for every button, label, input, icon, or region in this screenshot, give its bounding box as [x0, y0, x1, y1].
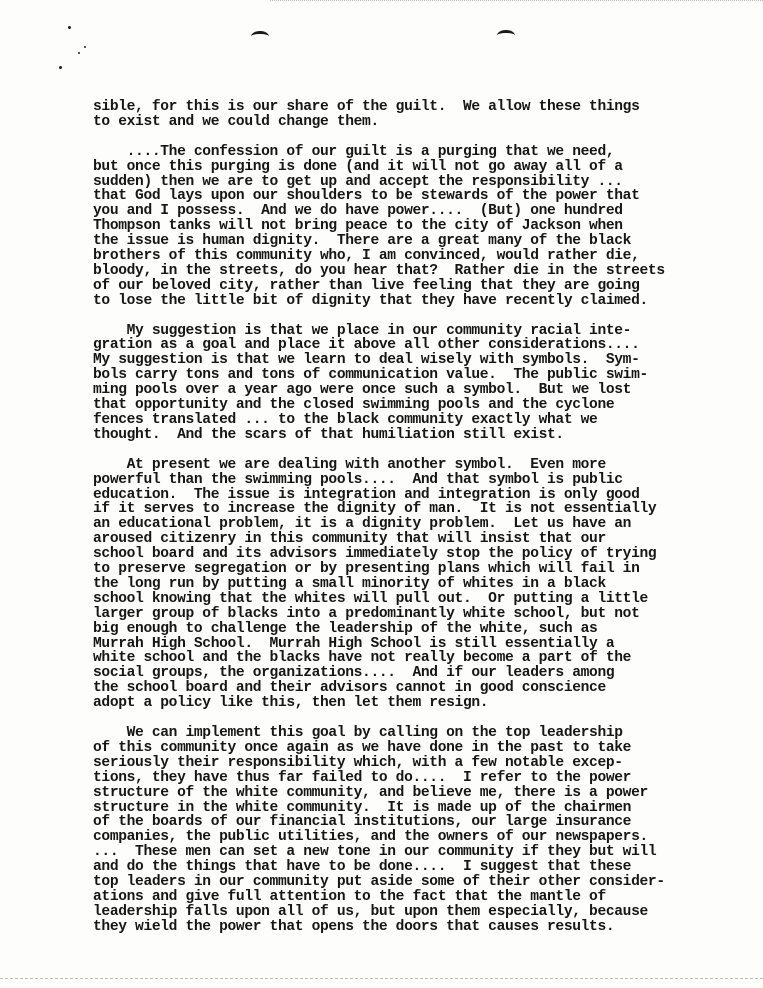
- paragraph: [93, 100, 733, 130]
- document-body-text: [93, 100, 733, 950]
- scan-speck: [84, 46, 86, 48]
- text-line: school knowing that the whites will pull out. Or putting a little: [93, 590, 648, 607]
- paragraph: [93, 324, 733, 443]
- text-line: tions, they have thus far failed to do.... I refer to the power: [93, 769, 632, 786]
- text-line: bols carry tons and tons of communication value. The public swim-: [93, 367, 648, 384]
- text-line: brothers of this community who, I am convinced, would rather die,: [93, 248, 640, 265]
- text-line: the issue is human dignity. There are a great many of the black: [93, 233, 632, 250]
- text-line: seriously their responsibility which, with a few notable excep-: [93, 754, 623, 771]
- text-line: structure in the white community. It is made up of the chairmen: [93, 799, 632, 816]
- text-line: top leaders in our community put aside some of their other consider-: [93, 874, 665, 891]
- text-line: Murrah High School. Murrah High School is still essentially a: [93, 635, 615, 652]
- scan-speck: [59, 66, 62, 69]
- text-line: thought. And the scars of that humiliation still exist.: [93, 426, 564, 443]
- text-line: and do the things that have to be done.... I suggest that these: [93, 859, 632, 876]
- paragraph: [93, 458, 733, 711]
- top-edge-dots: [270, 0, 763, 3]
- text-line: fences translated ... to the black community exactly what we: [93, 412, 598, 428]
- text-line: My suggestion is that we place in our community racial inte-: [93, 322, 632, 339]
- text-line: education. The issue is integration and integration is only good: [93, 486, 640, 503]
- text-line: gration as a goal and place it above all other considerations....: [93, 337, 640, 354]
- text-line: social groups, the organizations.... And if our leaders among: [93, 665, 615, 682]
- text-line: leadership falls upon all of us, but upon them especially, because: [93, 903, 648, 920]
- text-line: big enough to challenge the leadership of the white, such as: [93, 620, 598, 637]
- text-line: white school and the blacks have not really become a part of the: [93, 650, 632, 667]
- text-line: At present we are dealing with another symbol. Even more: [93, 456, 606, 473]
- text-line: sible, for this is our share of the guilt. We allow these things: [93, 99, 640, 115]
- hole-punch-mark-left: [251, 31, 269, 42]
- text-line: an educational problem, it is a dignity problem. Let us have an: [93, 516, 632, 533]
- text-line: ... These men can set a new tone in our community if they but will: [93, 844, 657, 861]
- text-line: of the boards of our financial institutions, our large insurance: [93, 814, 632, 831]
- text-line: structure of the white community, and believe me, there is a power: [93, 784, 648, 801]
- text-line: but once this purging is done (and it will not go away all of a: [93, 158, 623, 175]
- text-line: companies, the public utilities, and the owners of our newspapers.: [93, 829, 648, 846]
- text-line: ations and give full attention to the fact that the mantle of: [93, 888, 606, 905]
- text-line: ming pools over a year ago were once such a symbol. But we lost: [93, 382, 632, 399]
- text-line: My suggestion is that we learn to deal wisely with symbols. Sym-: [93, 352, 640, 369]
- text-line: bloody, in the streets, do you hear that? Rather die in the streets: [93, 262, 665, 279]
- bottom-edge-line: [0, 978, 763, 979]
- text-line: that God lays upon our shoulders to be stewards of the power that: [93, 188, 640, 205]
- text-line: the long run by putting a small minority of whites in a black: [93, 575, 606, 592]
- scan-speck: [68, 26, 71, 29]
- hole-punch-mark-right: [497, 30, 515, 41]
- paragraph: [93, 726, 733, 935]
- text-line: to exist and we could change them.: [93, 113, 379, 130]
- text-line: if it serves to increase the dignity of man. It is not essentially: [93, 501, 657, 518]
- paragraph: [93, 145, 733, 309]
- text-line: you and I possess. And we do have power.... (But) one hundred: [93, 203, 623, 220]
- text-line: powerful than the swimming pools.... And that symbol is public: [93, 471, 623, 488]
- text-line: sudden) then we are to get up and accept the responsibility ...: [93, 173, 623, 190]
- text-line: of our beloved city, rather than live feeling that they are going: [93, 277, 640, 294]
- text-line: Thompson tanks will not bring peace to the city of Jackson when: [93, 218, 623, 235]
- text-line: adopt a policy like this, then let them resign.: [93, 695, 489, 712]
- text-line: larger group of blacks into a predominantly white school, but not: [93, 605, 640, 622]
- scan-speck: [78, 52, 80, 54]
- text-line: to preserve segregation or by presenting plans which will fail in: [93, 561, 640, 578]
- text-line: We can implement this goal by calling on the top leadership: [93, 725, 623, 741]
- text-line: of this community once again as we have done in the past to take: [93, 739, 632, 756]
- text-line: school board and its advisors immediately stop the policy of trying: [93, 546, 657, 563]
- text-line: aroused citizenry in this community that will insist that our: [93, 531, 606, 548]
- text-line: to lose the little bit of dignity that they have recently claimed.: [93, 292, 648, 309]
- text-line: that opportunity and the closed swimming pools and the cyclone: [93, 397, 615, 414]
- text-line: the school board and their advisors cannot in good conscience: [93, 680, 606, 697]
- text-line: ....The confession of our guilt is a purging that we need,: [93, 143, 615, 160]
- text-line: they wield the power that opens the doors that causes results.: [93, 918, 615, 935]
